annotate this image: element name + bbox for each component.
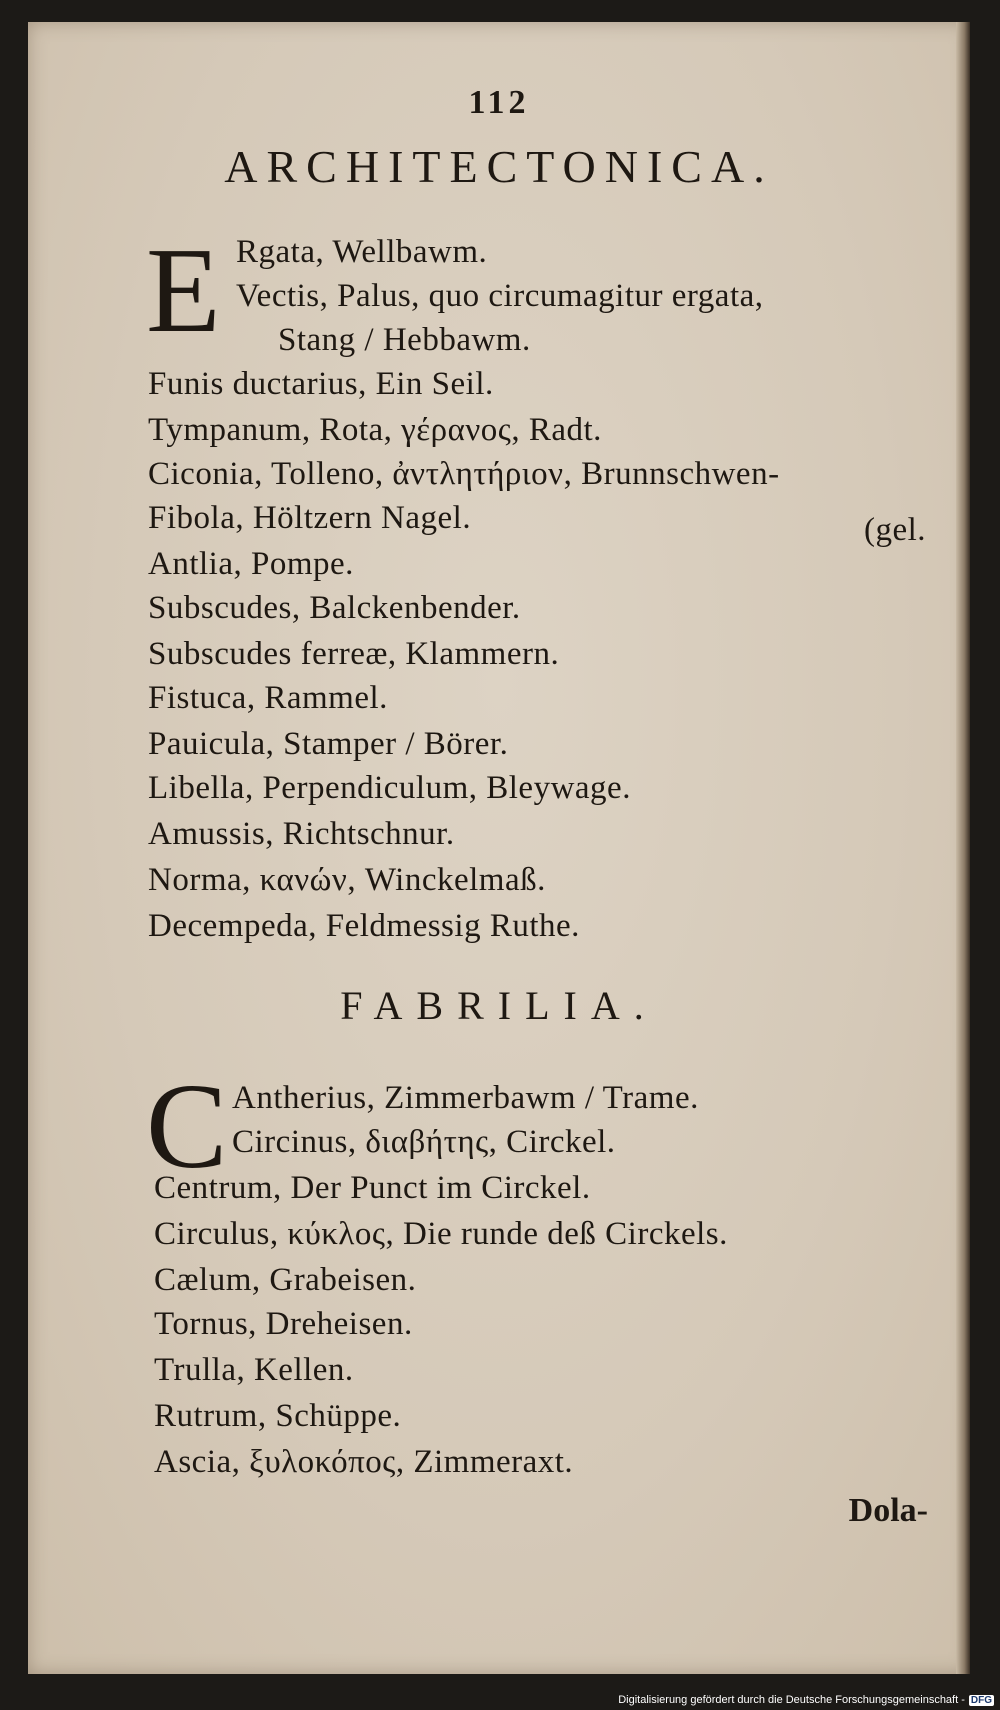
page-title: ARCHITECTONICA. bbox=[224, 141, 774, 192]
entry: Subscudes, Balckenbender. bbox=[148, 590, 521, 626]
entry: Stang / Hebbawm. bbox=[278, 322, 531, 358]
entry: Cælum, Grabeisen. bbox=[154, 1262, 417, 1298]
entry: Circulus, κύκλος, Die runde deß Circkels. bbox=[154, 1216, 728, 1252]
entry: Amussis, Richtschnur. bbox=[148, 816, 455, 852]
entry: Rutrum, Schüppe. bbox=[154, 1398, 402, 1434]
entry: Antlia, Pompe. bbox=[148, 546, 354, 582]
entry: Ciconia, Tolleno, ἀντλητήριον, Brunnschwen- bbox=[148, 456, 780, 492]
entry: Fistuca, Rammel. bbox=[148, 680, 388, 716]
entry: Antherius, Zimmerbawm / Trame. bbox=[232, 1080, 699, 1116]
footer-text: Digitalisierung gefördert durch die Deutsche Forschungsgemeinschaft - bbox=[618, 1694, 965, 1706]
entry-continuation: (gel. bbox=[864, 512, 927, 548]
entry: Vectis, Palus, quo circumagitur ergata, bbox=[236, 278, 764, 314]
page-number: 112 bbox=[468, 84, 530, 121]
catchword: Dola- bbox=[848, 1492, 928, 1529]
entry: Tornus, Dreheisen. bbox=[154, 1306, 413, 1342]
entry: Norma, κανών, Winckelmaß. bbox=[148, 862, 546, 898]
page-edge bbox=[956, 22, 970, 1674]
entry: Libella, Perpendiculum, Bleywage. bbox=[148, 770, 631, 806]
drop-cap-c: C bbox=[146, 1059, 228, 1194]
digitization-footer bbox=[618, 1694, 994, 1706]
entry: Circinus, διαβήτης, Circkel. bbox=[232, 1124, 616, 1160]
book-page bbox=[28, 22, 970, 1674]
drop-cap-e: E bbox=[146, 223, 221, 358]
dfg-logo-icon: DFG bbox=[970, 1694, 992, 1706]
entry: Pauicula, Stamper / Börer. bbox=[148, 726, 509, 762]
entry: Tympanum, Rota, γέρανος, Radt. bbox=[148, 412, 602, 448]
entry: Subscudes ferreæ, Klammern. bbox=[148, 636, 560, 672]
entry: Trulla, Kellen. bbox=[154, 1352, 354, 1388]
entry: Decempeda, Feldmessig Ruthe. bbox=[148, 908, 580, 944]
section-title-fabrilia: FABRILIA. bbox=[340, 983, 658, 1028]
entry: Ascia, ξυλοκόπος, Zimmeraxt. bbox=[154, 1444, 574, 1480]
entry: Rgata, Wellbawm. bbox=[236, 234, 488, 270]
entry: Funis ductarius, Ein Seil. bbox=[148, 366, 494, 402]
entry: Fibola, Höltzern Nagel. bbox=[148, 500, 472, 536]
entry: Centrum, Der Punct im Circkel. bbox=[154, 1170, 591, 1206]
